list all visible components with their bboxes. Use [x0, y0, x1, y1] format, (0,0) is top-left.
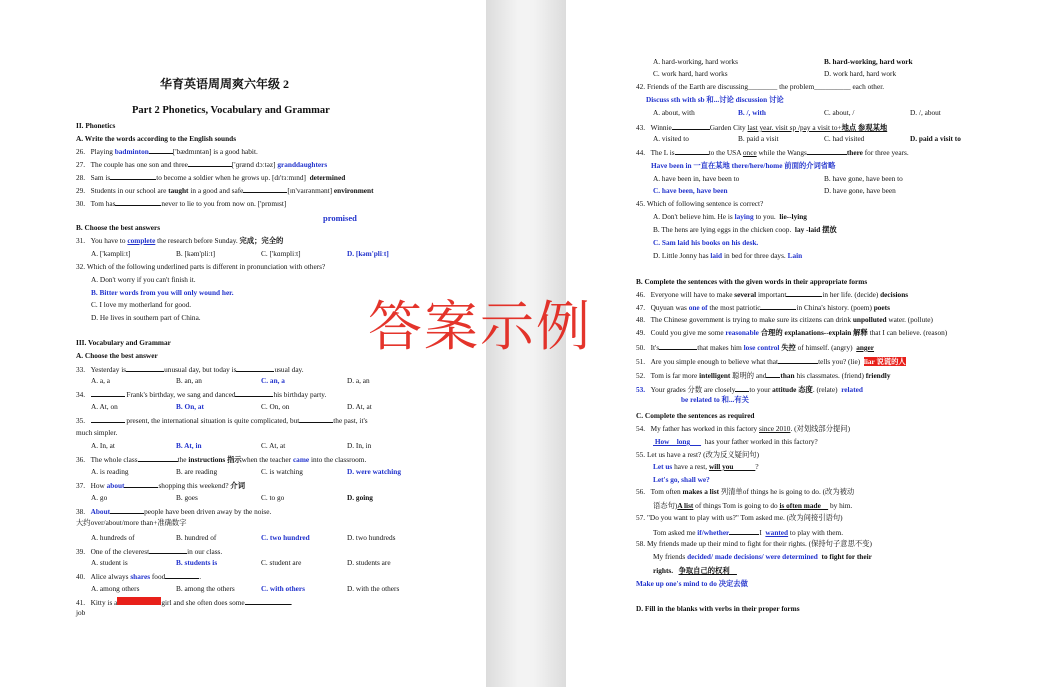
text-line: D. In, in [347, 441, 372, 450]
text-line: 37. How about shopping this weekend? 介词 [76, 481, 245, 490]
text-line: A. have been in, have been to [653, 174, 740, 183]
text-line: 42. Friends of the Earth are discussing________ the problem__________ each other. [636, 82, 885, 91]
text-line: 35. present, the international situation is quite complicated, but the past, it's [76, 416, 368, 425]
document-title: 华育英语周周爽六年级 2 [160, 77, 290, 91]
text-line: A. At, on [91, 402, 118, 411]
text-line: 33. Yesterday is unusual day, but today is usual day. [76, 365, 304, 374]
text-line: 53. Your grades 分数 are closely to your attitude 态度. (relate) related [636, 385, 863, 394]
text-line: C. to go [261, 493, 285, 502]
text-line: II. Phonetics [76, 121, 116, 130]
text-line: 27. The couple has one son and three ['ɡrænd dɔːtəz] granddaughters [76, 160, 328, 169]
text-line: A. is reading [91, 467, 129, 476]
text-line: A. Write the words according to the English sounds [76, 134, 237, 143]
text-line: C. had visited [824, 134, 865, 143]
text-line: 39. One of the cleverest in our class. [76, 547, 223, 556]
text-line: C. an, a [261, 376, 285, 385]
part-heading: Part 2 Phonetics, Vocabulary and Grammar [132, 105, 330, 116]
text-line: B. Bitter words from you will only wound her. [91, 288, 234, 297]
text-line: A. Don't worry if you can't finish it. [91, 275, 196, 284]
text-line: D. a, an [347, 376, 370, 385]
text-line: 28. Sam is to become a soldier when he grows up. [dɪ'tɜːmɪnd] determined [76, 173, 346, 182]
text-line: Tom asked me if/whether I wanted to play with them. [653, 528, 844, 537]
text-line: My friends decided/ made decisions/ were determined to fight for their [653, 552, 872, 561]
text-line: 56. Tom often makes a list 列清单of things he is going to do. (改为被动 [636, 487, 855, 496]
text-line: B. have gone, have been to [824, 174, 903, 183]
text-line: A. go [91, 493, 108, 502]
text-line: Let's go, shall we? [653, 475, 710, 484]
text-line: B. hundred of [176, 533, 217, 542]
text-line: D. He lives in southern part of China. [91, 313, 201, 322]
text-line: D. /, about [910, 108, 941, 117]
text-line: C. I love my motherland for good. [91, 300, 192, 309]
text-line: 语态句)A list of things Tom is going to do is often made by him. [653, 501, 853, 510]
text-line: 40. Alice always shares food . [76, 572, 202, 581]
text-line: C. Sam laid his books on his desk. [653, 238, 759, 247]
text-line: C. with others [261, 584, 305, 593]
text-line: 46. Everyone will have to make several important in her life. (decide) decisions [636, 290, 909, 299]
text-line: D. have gone, have been [824, 186, 896, 195]
text-line: How long has your father worked in this factory? [653, 437, 818, 446]
text-line: Make up one's mind to do 决定去做 [636, 579, 748, 588]
text-line: 50. It's that makes him lose control 失控 of himself. (angry) anger [636, 343, 875, 352]
text-line: B. The hens are lying eggs in the chicken coop. lay -laid 摆放 [653, 225, 837, 234]
text-line: C. On, on [261, 402, 290, 411]
text-line: D. work hard, hard work [824, 69, 897, 78]
text-line: 51. Are you simple enough to believe what that tells you? (lie) liar 说谎的人 [636, 357, 906, 366]
text-line: B. paid a visit [738, 134, 779, 143]
text-line: B. students is [176, 558, 218, 567]
text-line: C. ['kɑmpliːt] [261, 249, 301, 258]
text-line: A. about, with [653, 108, 695, 117]
text-line: C. two hundred [261, 533, 310, 542]
text-line: rights. 争取自己的权利 [653, 566, 737, 575]
text-line: B. among the others [176, 584, 235, 593]
text-line: 43. Winnie Garden City last year. visit sp /pay a visit to+地点 参观某地 [636, 123, 888, 132]
text-line: A. visited to [653, 134, 689, 143]
text-line: D. were watching [347, 467, 401, 476]
text-line: A. among others [91, 584, 140, 593]
text-line: B. /, with [738, 108, 766, 117]
text-line: 49. Could you give me some reasonable 合理的 explanations--explain 解释 that I can believe. (reason) [636, 328, 948, 337]
text-line: A. hundreds of [91, 533, 135, 542]
text-line: Have been in 一直在某地 there/here/home 前面的介词省略 [651, 161, 836, 170]
text-line: B. At, in [176, 441, 202, 450]
text-line: Discuss sth with sb 和...讨论 discussion 讨论 [646, 95, 784, 104]
text-line: A. student is [91, 558, 128, 567]
text-line: B. are reading [176, 467, 218, 476]
text-line: B. an, an [176, 376, 202, 385]
text-line: C. Complete the sentences as required [636, 411, 755, 420]
text-line: D. students are [347, 558, 391, 567]
text-line: 30. Tom has never to lie to you from now on. ['prɒmɪst] [76, 199, 287, 208]
text-line: D. going [347, 493, 373, 502]
text-line: C. is watching [261, 467, 303, 476]
text-line: 29. Students in our school are taught in a good and safe [ɪn'vaɪrənmənt] environment [76, 186, 374, 195]
text-line: A. In, at [91, 441, 115, 450]
text-line: A. a, a [91, 376, 111, 385]
answer-example-watermark: 答案示例 [368, 295, 592, 358]
text-line: 48. The Chinese government is trying to make sure its citizens can drink unpolluted water. (pollute) [636, 315, 933, 324]
answer-annotation-promised: promised [323, 213, 357, 223]
text-line: 38. About people have been driven away by the noise. [76, 507, 272, 516]
text-line: B. hard-working, hard work [824, 57, 913, 66]
text-line: 55. Let us have a rest? (改为反义疑问句) [636, 450, 760, 459]
text-line: 34. Frank's birthday, we sang and danced his birthday party. [76, 390, 327, 399]
text-line: B. Complete the sentences with the given words in their appropriate forms [636, 277, 868, 286]
text-line: C. student are [261, 558, 302, 567]
text-line: B. On, at [176, 402, 204, 411]
text-line: A. Don't believe him. He is laying to you. lie--lying [653, 212, 807, 221]
text-line: III. Vocabulary and Grammar [76, 338, 171, 347]
text-line: 45. Which of following sentence is correct? [636, 199, 764, 208]
text-line: be related to 和...有关 [681, 395, 749, 404]
text-line: 26. Playing badminton ['bædmɪntən] is a good habit. [76, 147, 258, 156]
text-line: D. two hundreds [347, 533, 396, 542]
text-line: 58. My friends made up their mind to fight for their rights. (保持句子意思不变) [636, 539, 872, 548]
text-line: C. At, at [261, 441, 286, 450]
text-line: D. Fill in the blanks with verbs in their proper forms [636, 604, 800, 613]
text-line: C. about, / [824, 108, 855, 117]
text-line: 47. Quyuan was one of the most patriotic in China's history. (poem) poets [636, 303, 890, 312]
text-line: 36. The whole class the instructions 指示when the teacher came into the classroom. [76, 455, 367, 464]
text-line: B. goes [176, 493, 198, 502]
text-line: 52. Tom is far more intelligent 聪明的 and than his classmates. (friend) friendly [636, 371, 891, 380]
text-line: 41. Kitty is a girl and she often does some . [76, 598, 293, 607]
text-line: 57. "Do you want to play with us?" Tom asked me. (改为间接引语句) [636, 513, 843, 522]
text-line: C. work hard, hard works [653, 69, 728, 78]
text-line: 44. The L is to the USA once while the Wangs there for three years. [636, 148, 909, 157]
text-line: B. Choose the best answers [76, 223, 161, 232]
text-line: C. have been, have been [653, 186, 728, 195]
text-line: A. Choose the best answer [76, 351, 158, 360]
text-line: A. hard-working, hard works [653, 57, 738, 66]
text-line: 大约over/about/more than+准确数字 [76, 518, 187, 527]
text-line: D. paid a visit to [910, 134, 961, 143]
text-line: Let us have a rest, will you ? [653, 462, 759, 471]
text-line: B. [kəm'pliːt] [176, 249, 216, 258]
text-line: 32. Which of the following underlined parts is different in pronunciation with others? [76, 262, 326, 271]
text-line: 31. You have to complete the research before Sunday. 完成；完全的 [76, 236, 284, 245]
text-line: job [76, 608, 86, 617]
text-line: A. ['kəmpliːt] [91, 249, 131, 258]
text-line: 54. My father has worked in this factory since 2010. (对划线部分提问) [636, 424, 851, 433]
text-line: D. At, at [347, 402, 372, 411]
text-line: D. [kəm'pliːt] [347, 249, 389, 258]
text-line: D. Little Jonny has laid in bed for three days. Lain [653, 251, 803, 260]
text-line: much simpler. [76, 428, 118, 437]
text-line: D. with the others [347, 584, 400, 593]
